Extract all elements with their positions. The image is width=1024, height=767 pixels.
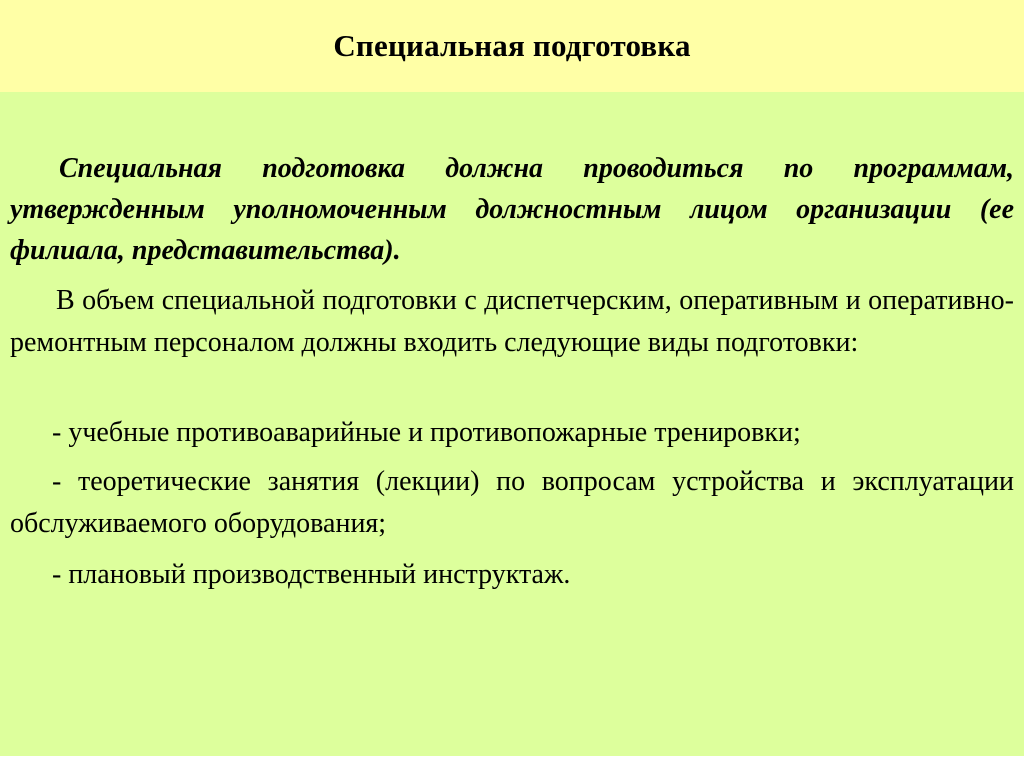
training-item-lectures: - теоретические занятия (лекции) по вопросам устройства и эксплуатации обслуживаемого оборудования; xyxy=(10,466,1014,539)
content-area xyxy=(0,92,1024,756)
title-bar xyxy=(0,0,1024,92)
slide-title: Специальная подготовка xyxy=(333,28,691,63)
training-item-drills: - учебные противоаварийные и противопожарные тренировки; xyxy=(52,417,801,448)
intro-paragraph: В объем специальной подготовки с диспетчерским, оперативным и оперативно-ремонтным персоналом должны входить следующие виды подготовки: xyxy=(10,285,1014,358)
requirement-paragraph: Специальная подготовка должна проводиться по программам, утвержденным уполномоченным должностным лицом организации (ее филиала, представительства). xyxy=(10,153,1014,266)
training-item-instruction: - плановый производственный инструктаж. xyxy=(52,559,571,590)
